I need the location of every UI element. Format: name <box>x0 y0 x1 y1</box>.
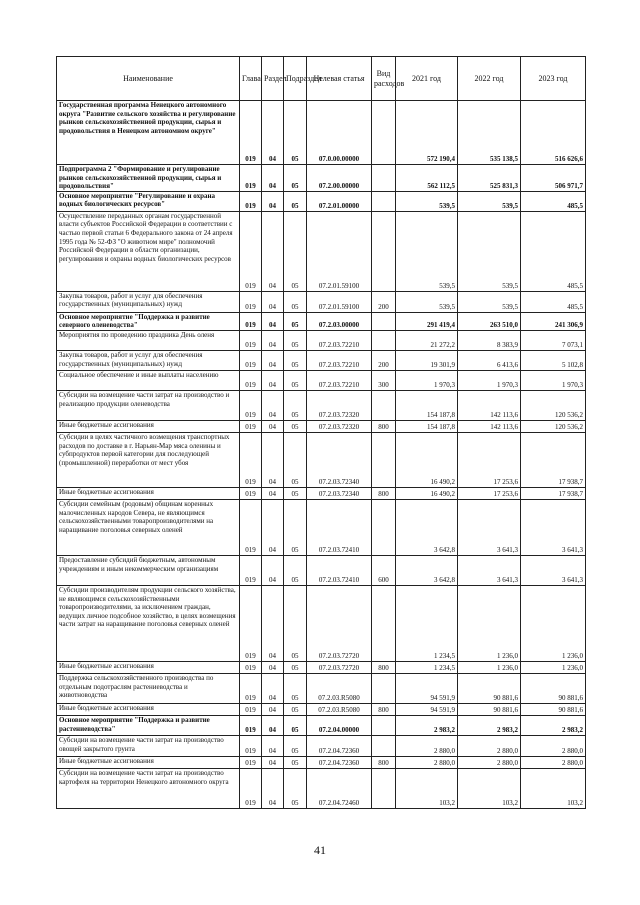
table-row <box>57 101 586 165</box>
row-razdel: 04 <box>262 735 284 756</box>
row-vid: 800 <box>372 487 396 499</box>
row-name: Мероприятия по проведению праздника День оленя <box>57 330 240 350</box>
row-vid <box>372 165 396 192</box>
row-name: Субсидии на возмещение части затрат на производство овощей закрытого грунта <box>57 735 240 756</box>
row-2023: 1 236,0 <box>521 585 586 661</box>
row-target: 07.2.03.72210 <box>307 350 372 370</box>
row-glava: 019 <box>240 703 262 715</box>
row-glava: 019 <box>240 768 262 808</box>
row-glava: 019 <box>240 330 262 350</box>
row-2023: 120 536,2 <box>521 390 586 420</box>
row-name: Иные бюджетные ассигнования <box>57 661 240 673</box>
row-podrazdel: 05 <box>284 735 307 756</box>
row-name: Осуществление переданных органам государственной власти субъектов Российской Федерации в соответствии с частью первой статьи 6 Федерального закона от 24 апреля 1995 года № 52-ФЗ "О животном мире" полномочий Российской Федерации в области организации, регулирования и охраны водных биологических ресурсов <box>57 211 240 291</box>
row-podrazdel: 05 <box>284 585 307 661</box>
row-razdel: 04 <box>262 291 284 312</box>
row-2022: 525 831,3 <box>458 165 521 192</box>
row-razdel: 04 <box>262 211 284 291</box>
row-name: Подпрограмма 2 "Формирование и регулирование рынков сельскохозяйственной продукции, сырья и продовольствия" <box>57 165 240 192</box>
row-name: Основное мероприятие "Регулирование и охрана водных биологических ресурсов" <box>57 191 240 211</box>
row-2021: 539,5 <box>396 291 458 312</box>
row-glava: 019 <box>240 715 262 735</box>
table-row <box>57 350 586 370</box>
row-razdel: 04 <box>262 101 284 165</box>
row-2022: 3 641,3 <box>458 499 521 555</box>
row-2021: 2 983,2 <box>396 715 458 735</box>
row-2023: 1 236,0 <box>521 661 586 673</box>
row-glava: 019 <box>240 101 262 165</box>
table-row <box>57 211 586 291</box>
row-podrazdel: 05 <box>284 661 307 673</box>
row-name: Субсидии на возмещение части затрат на производство картофеля на территории Ненецкого автономного округа <box>57 768 240 808</box>
row-name: Субсидии в целях частичного возмещения транспортных расходов по доставке в г. Нарьян-Мар мяса оленины и субпродуктов первой категории для последующей (промышленной) переработки от мест убоя <box>57 432 240 487</box>
table-row <box>57 555 586 585</box>
header-glava: Глава <box>240 57 262 101</box>
row-name: Основное мероприятие "Поддержка и развитие растениеводства" <box>57 715 240 735</box>
row-2021: 1 970,3 <box>396 370 458 390</box>
row-2022: 103,2 <box>458 768 521 808</box>
row-name: Закупка товаров, работ и услуг для обеспечения государственных (муниципальных) нужд <box>57 350 240 370</box>
row-target: 07.2.03.72410 <box>307 499 372 555</box>
row-2023: 1 970,3 <box>521 370 586 390</box>
row-2022: 90 881,6 <box>458 703 521 715</box>
row-razdel: 04 <box>262 350 284 370</box>
row-2022: 1 236,0 <box>458 585 521 661</box>
row-2022: 2 880,0 <box>458 735 521 756</box>
row-2022: 263 510,0 <box>458 312 521 330</box>
row-2021: 3 642,8 <box>396 499 458 555</box>
row-vid <box>372 673 396 703</box>
row-name: Иные бюджетные ассигнования <box>57 420 240 432</box>
row-2021: 1 234,5 <box>396 585 458 661</box>
table-row <box>57 390 586 420</box>
row-target: 07.2.03.00000 <box>307 312 372 330</box>
header-vid: Вид расходов <box>372 57 396 101</box>
row-vid <box>372 768 396 808</box>
row-2023: 506 971,7 <box>521 165 586 192</box>
table-row <box>57 585 586 661</box>
row-2023: 120 536,2 <box>521 420 586 432</box>
row-vid <box>372 312 396 330</box>
row-target: 07.2.03.R5080 <box>307 703 372 715</box>
row-glava: 019 <box>240 291 262 312</box>
row-name: Иные бюджетные ассигнования <box>57 756 240 768</box>
row-razdel: 04 <box>262 312 284 330</box>
row-razdel: 04 <box>262 487 284 499</box>
row-target: 07.2.04.72360 <box>307 735 372 756</box>
row-podrazdel: 05 <box>284 330 307 350</box>
row-2022: 539,5 <box>458 211 521 291</box>
row-2021: 16 490,2 <box>396 487 458 499</box>
row-razdel: 04 <box>262 673 284 703</box>
row-razdel: 04 <box>262 370 284 390</box>
row-2022: 539,5 <box>458 291 521 312</box>
table-body <box>57 101 586 809</box>
row-vid: 200 <box>372 291 396 312</box>
table-row <box>57 756 586 768</box>
row-2022: 539,5 <box>458 191 521 211</box>
table-row <box>57 165 586 192</box>
row-2022: 8 383,9 <box>458 330 521 350</box>
row-podrazdel: 05 <box>284 673 307 703</box>
row-vid: 800 <box>372 661 396 673</box>
row-target: 07.2.03.72320 <box>307 420 372 432</box>
table-row <box>57 432 586 487</box>
row-glava: 019 <box>240 420 262 432</box>
row-vid <box>372 499 396 555</box>
row-2023: 3 641,3 <box>521 555 586 585</box>
row-2021: 562 112,5 <box>396 165 458 192</box>
header-razdel: Раздел <box>262 57 284 101</box>
row-2021: 94 591,9 <box>396 703 458 715</box>
row-name: Субсидии на возмещение части затрат на производство и реализацию продукции оленеводства <box>57 390 240 420</box>
row-podrazdel: 05 <box>284 101 307 165</box>
table-row <box>57 768 586 808</box>
row-podrazdel: 05 <box>284 312 307 330</box>
row-2022: 142 113,6 <box>458 420 521 432</box>
row-name: Закупка товаров, работ и услуг для обеспечения государственных (муниципальных) нужд <box>57 291 240 312</box>
table-header-row <box>57 57 586 101</box>
row-2023: 17 938,7 <box>521 432 586 487</box>
row-2021: 291 419,4 <box>396 312 458 330</box>
row-glava: 019 <box>240 211 262 291</box>
row-2021: 2 880,0 <box>396 756 458 768</box>
row-glava: 019 <box>240 673 262 703</box>
header-2023: 2023 год <box>521 57 586 101</box>
row-vid <box>372 101 396 165</box>
row-target: 07.2.00.00000 <box>307 165 372 192</box>
table-row <box>57 420 586 432</box>
row-podrazdel: 05 <box>284 420 307 432</box>
row-target: 07.2.01.59100 <box>307 211 372 291</box>
row-razdel: 04 <box>262 165 284 192</box>
row-vid: 800 <box>372 703 396 715</box>
row-target: 07.2.04.72460 <box>307 768 372 808</box>
row-2021: 154 187,8 <box>396 390 458 420</box>
row-2022: 90 881,6 <box>458 673 521 703</box>
table-row <box>57 291 586 312</box>
row-target: 07.2.03.72720 <box>307 661 372 673</box>
row-2023: 17 938,7 <box>521 487 586 499</box>
table-row <box>57 370 586 390</box>
row-razdel: 04 <box>262 499 284 555</box>
row-podrazdel: 05 <box>284 165 307 192</box>
header-2021: 2021 год <box>396 57 458 101</box>
row-name: Основное мероприятие "Поддержка и развитие северного оленеводства" <box>57 312 240 330</box>
page-number: 41 <box>314 843 326 857</box>
row-name: Предоставление субсидий бюджетным, автономным учреждениям и иным некоммерческим организациям <box>57 555 240 585</box>
row-vid <box>372 715 396 735</box>
row-target: 07.2.01.00000 <box>307 191 372 211</box>
row-2023: 485,5 <box>521 211 586 291</box>
row-razdel: 04 <box>262 661 284 673</box>
row-razdel: 04 <box>262 715 284 735</box>
row-2021: 539,5 <box>396 191 458 211</box>
row-razdel: 04 <box>262 191 284 211</box>
row-2021: 16 490,2 <box>396 432 458 487</box>
row-razdel: 04 <box>262 420 284 432</box>
row-2022: 17 253,6 <box>458 432 521 487</box>
row-razdel: 04 <box>262 432 284 487</box>
row-2023: 485,5 <box>521 291 586 312</box>
row-podrazdel: 05 <box>284 191 307 211</box>
row-2021: 21 272,2 <box>396 330 458 350</box>
header-2022: 2022 год <box>458 57 521 101</box>
row-2023: 485,5 <box>521 191 586 211</box>
row-2021: 1 234,5 <box>396 661 458 673</box>
row-glava: 019 <box>240 499 262 555</box>
row-2022: 1 970,3 <box>458 370 521 390</box>
row-2022: 142 113,6 <box>458 390 521 420</box>
row-podrazdel: 05 <box>284 555 307 585</box>
row-2021: 3 642,8 <box>396 555 458 585</box>
row-name: Иные бюджетные ассигнования <box>57 703 240 715</box>
row-razdel: 04 <box>262 390 284 420</box>
row-target: 07.2.01.59100 <box>307 291 372 312</box>
table-row <box>57 191 586 211</box>
row-vid <box>372 585 396 661</box>
table-row <box>57 330 586 350</box>
table-row <box>57 487 586 499</box>
row-2021: 94 591,9 <box>396 673 458 703</box>
row-target: 07.2.04.00000 <box>307 715 372 735</box>
row-2023: 2 880,0 <box>521 756 586 768</box>
row-target: 07.2.03.72210 <box>307 370 372 390</box>
table-row <box>57 312 586 330</box>
row-2022: 2 880,0 <box>458 756 521 768</box>
row-vid <box>372 330 396 350</box>
row-target: 07.2.03.72320 <box>307 390 372 420</box>
row-podrazdel: 05 <box>284 715 307 735</box>
row-glava: 019 <box>240 350 262 370</box>
row-glava: 019 <box>240 585 262 661</box>
row-name: Субсидии семейным (родовым) общинам коренных малочисленных народов Севера, не являющимся сельскохозяйственными товаропроизводителями на наращивание поголовья северных оленей <box>57 499 240 555</box>
row-2021: 19 301,9 <box>396 350 458 370</box>
row-2022: 2 983,2 <box>458 715 521 735</box>
row-2021: 154 187,8 <box>396 420 458 432</box>
row-podrazdel: 05 <box>284 487 307 499</box>
row-2022: 1 236,0 <box>458 661 521 673</box>
row-podrazdel: 05 <box>284 432 307 487</box>
table-row <box>57 499 586 555</box>
row-2023: 90 881,6 <box>521 703 586 715</box>
row-name: Иные бюджетные ассигнования <box>57 487 240 499</box>
row-glava: 019 <box>240 312 262 330</box>
row-target: 07.2.03.72720 <box>307 585 372 661</box>
row-2023: 516 626,6 <box>521 101 586 165</box>
row-razdel: 04 <box>262 756 284 768</box>
row-razdel: 04 <box>262 703 284 715</box>
row-2023: 90 881,6 <box>521 673 586 703</box>
budget-table-sheet <box>56 56 585 809</box>
row-podrazdel: 05 <box>284 499 307 555</box>
row-podrazdel: 05 <box>284 703 307 715</box>
row-2023: 103,2 <box>521 768 586 808</box>
budget-table <box>56 56 586 809</box>
row-razdel: 04 <box>262 585 284 661</box>
row-2022: 3 641,3 <box>458 555 521 585</box>
row-2023: 2 983,2 <box>521 715 586 735</box>
table-row <box>57 703 586 715</box>
row-vid <box>372 735 396 756</box>
row-vid <box>372 390 396 420</box>
row-glava: 019 <box>240 756 262 768</box>
row-glava: 019 <box>240 661 262 673</box>
header-name: Наименование <box>57 57 240 101</box>
row-2023: 7 073,1 <box>521 330 586 350</box>
row-podrazdel: 05 <box>284 390 307 420</box>
row-glava: 019 <box>240 432 262 487</box>
row-razdel: 04 <box>262 330 284 350</box>
row-2023: 5 102,8 <box>521 350 586 370</box>
row-2021: 2 880,0 <box>396 735 458 756</box>
table-row <box>57 735 586 756</box>
row-name: Субсидии производителям продукции сельского хозяйства, не являющимся сельскохозяйственными товаропроизводителями, за исключением граждан, ведущих личное подсобное хозяйство, в целях возмещения части затрат на наращивание поголовья северных оленей <box>57 585 240 661</box>
row-2022: 17 253,6 <box>458 487 521 499</box>
row-vid <box>372 191 396 211</box>
row-vid: 800 <box>372 756 396 768</box>
row-target: 07.2.03.72210 <box>307 330 372 350</box>
row-vid <box>372 211 396 291</box>
row-glava: 019 <box>240 555 262 585</box>
row-vid: 600 <box>372 555 396 585</box>
row-podrazdel: 05 <box>284 768 307 808</box>
row-podrazdel: 05 <box>284 756 307 768</box>
row-vid: 200 <box>372 350 396 370</box>
row-2023: 241 306,9 <box>521 312 586 330</box>
row-glava: 019 <box>240 487 262 499</box>
row-glava: 019 <box>240 370 262 390</box>
row-razdel: 04 <box>262 555 284 585</box>
row-razdel: 04 <box>262 768 284 808</box>
row-target: 07.2.03.R5080 <box>307 673 372 703</box>
table-row <box>57 715 586 735</box>
row-name: Государственная программа Ненецкого автономного округа "Развитие сельского хозяйства и регулирование рынков сельскохозяйственной продукции, сырья и продовольствия в Ненецком автономном округе" <box>57 101 240 165</box>
row-target: 07.2.03.72410 <box>307 555 372 585</box>
row-glava: 019 <box>240 390 262 420</box>
header-podrazdel: Подраздел <box>284 57 307 101</box>
row-podrazdel: 05 <box>284 370 307 390</box>
row-target: 07.2.04.72360 <box>307 756 372 768</box>
row-glava: 019 <box>240 165 262 192</box>
row-2022: 6 413,6 <box>458 350 521 370</box>
row-target: 07.2.03.72340 <box>307 432 372 487</box>
row-podrazdel: 05 <box>284 291 307 312</box>
row-2023: 2 880,0 <box>521 735 586 756</box>
row-vid: 800 <box>372 420 396 432</box>
row-vid <box>372 432 396 487</box>
row-2021: 539,5 <box>396 211 458 291</box>
row-target: 07.0.00.00000 <box>307 101 372 165</box>
table-row <box>57 661 586 673</box>
row-2021: 103,2 <box>396 768 458 808</box>
row-name: Поддержка сельскохозяйственного производства по отдельным подотраслям растениеводства и животноводства <box>57 673 240 703</box>
row-podrazdel: 05 <box>284 211 307 291</box>
row-2021: 572 190,4 <box>396 101 458 165</box>
header-target: Целевая статья <box>307 57 372 101</box>
row-name: Социальное обеспечение и иные выплаты населению <box>57 370 240 390</box>
row-target: 07.2.03.72340 <box>307 487 372 499</box>
row-glava: 019 <box>240 191 262 211</box>
row-vid: 300 <box>372 370 396 390</box>
row-glava: 019 <box>240 735 262 756</box>
table-row <box>57 673 586 703</box>
row-2023: 3 641,3 <box>521 499 586 555</box>
row-2022: 535 138,5 <box>458 101 521 165</box>
row-podrazdel: 05 <box>284 350 307 370</box>
